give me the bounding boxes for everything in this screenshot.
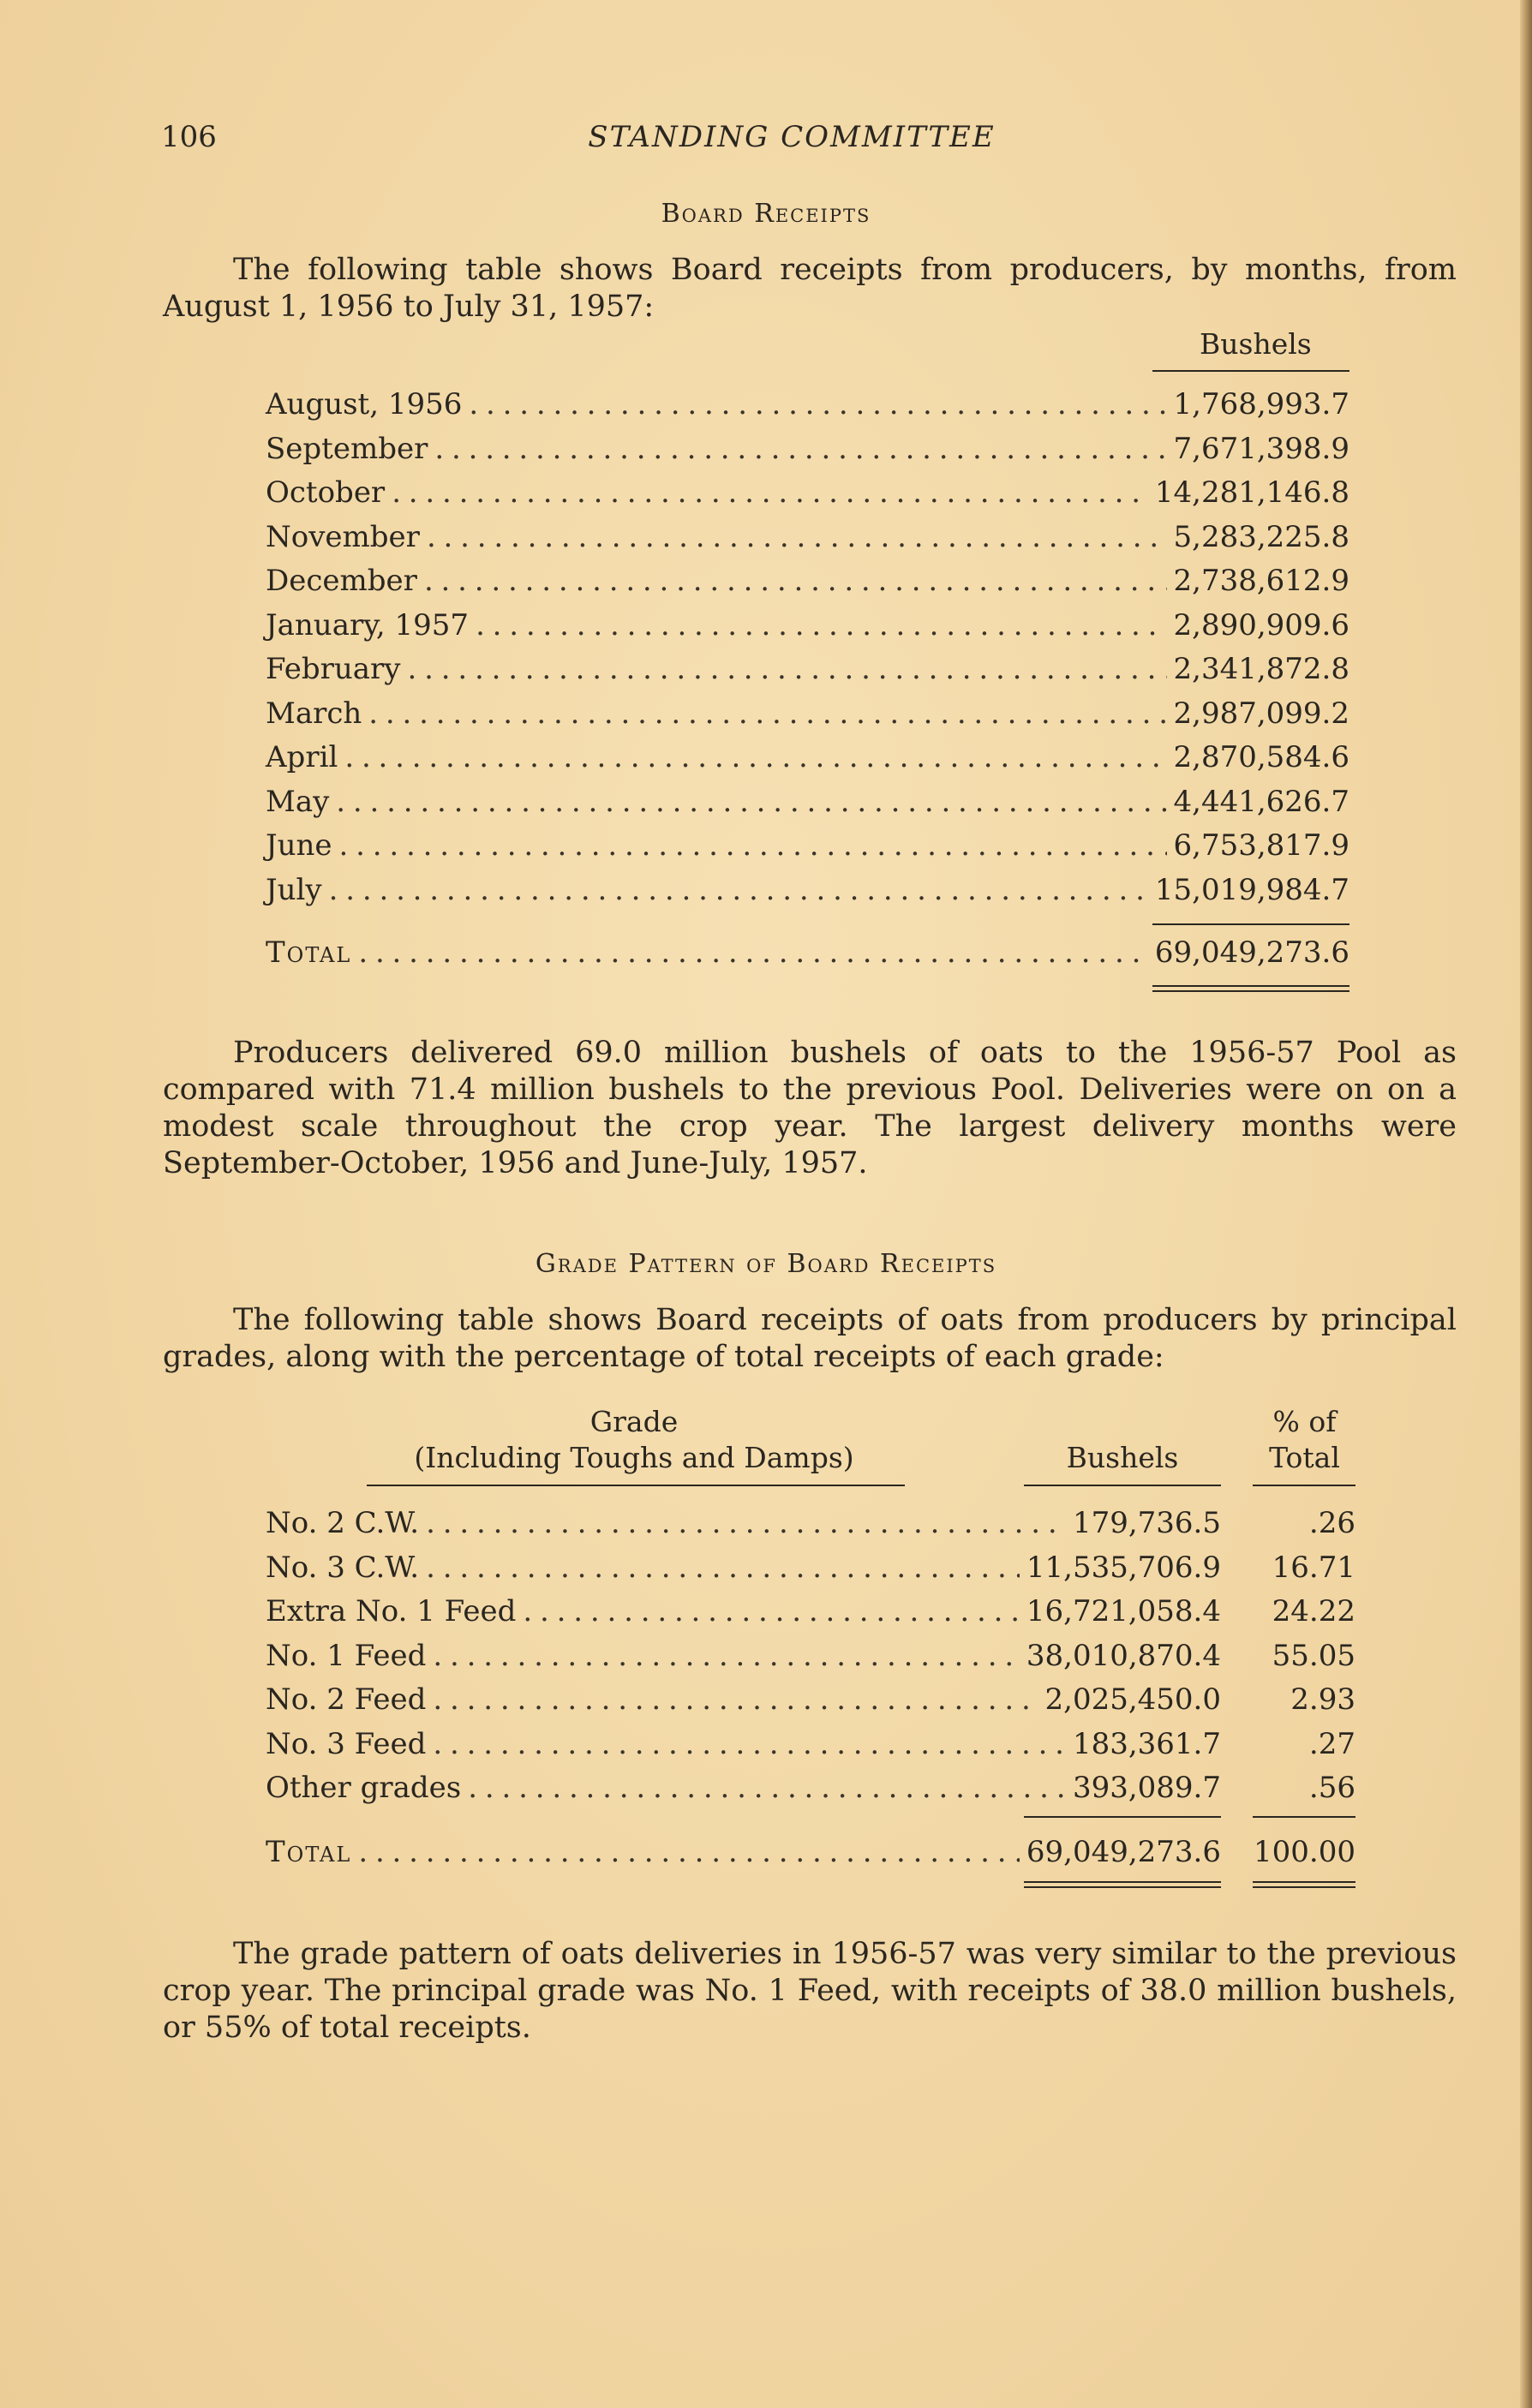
month-bushels: 2,738,612.9 xyxy=(1173,564,1349,598)
month-label: June xyxy=(266,828,332,863)
bushels-column-header-2: Bushels xyxy=(1066,1441,1179,1474)
grade-total-pct: 100.00 xyxy=(1254,1835,1355,1869)
month-bushels: 6,753,817.9 xyxy=(1173,828,1349,863)
section-title-grade-pattern: Grade Pattern of Board Receipts xyxy=(535,1249,997,1279)
grade-label: No. 3 Feed xyxy=(266,1726,427,1761)
total-value: 69,049,273.6 xyxy=(1154,935,1349,970)
leader-dots xyxy=(433,1639,1019,1673)
leader-dots xyxy=(433,1727,1066,1761)
leader-dots xyxy=(523,1594,1019,1628)
leader-dots xyxy=(408,652,1167,686)
page-edge xyxy=(1520,0,1532,2408)
grade-row xyxy=(266,1594,1221,1637)
leader-dots xyxy=(434,432,1166,466)
grade-bushels: 38,010,870.4 xyxy=(1026,1638,1221,1673)
header-rule xyxy=(1152,370,1349,372)
monthly-row xyxy=(266,785,1349,828)
month-label: May xyxy=(266,784,330,819)
grade-total-double-rule-pct xyxy=(1253,1881,1355,1888)
grade-pct: 2.93 xyxy=(1290,1682,1355,1717)
month-bushels: 15,019,984.7 xyxy=(1154,872,1349,907)
grade-total-double-rule-bushels xyxy=(1024,1881,1221,1888)
grade-pct: 16.71 xyxy=(1272,1550,1355,1585)
grade-bushels: 11,535,706.9 xyxy=(1026,1550,1221,1585)
grade-total-bushels: 69,049,273.6 xyxy=(1026,1835,1221,1869)
monthly-row xyxy=(266,387,1349,430)
grade-column-header-line1: Grade xyxy=(589,1405,679,1438)
leader-dots xyxy=(427,520,1167,554)
pct-column-header-line1: % of xyxy=(1272,1405,1337,1438)
monthly-row xyxy=(266,432,1349,475)
grade-subtotal-rule-bushels xyxy=(1024,1816,1221,1818)
pct-column-header-line2: Total xyxy=(1269,1441,1340,1474)
month-label: November xyxy=(266,519,420,554)
monthly-total-row xyxy=(266,935,1349,978)
month-bushels: 4,441,626.7 xyxy=(1173,784,1349,819)
grade-pct: .27 xyxy=(1308,1726,1355,1761)
grade-row xyxy=(266,1682,1221,1725)
board-receipts-intro: The following table shows Board receipts from producers, by months, from August 1, 1956 to July 31, 1957: xyxy=(163,253,1457,324)
leader-dots xyxy=(392,475,1148,510)
section-title-board-receipts: Board Receipts xyxy=(661,199,871,229)
grade-label: Other grades xyxy=(266,1771,462,1805)
grade-subtotal-rule-pct xyxy=(1253,1816,1355,1818)
grade-row xyxy=(266,1727,1221,1770)
grade-label: Extra No. 1 Feed xyxy=(266,1594,517,1628)
month-bushels: 1,768,993.7 xyxy=(1173,387,1349,421)
month-bushels: 5,283,225.8 xyxy=(1173,519,1349,554)
leader-dots xyxy=(469,387,1166,421)
monthly-row xyxy=(266,520,1349,563)
grade-bushels: 2,025,450.0 xyxy=(1044,1682,1221,1717)
grade-bushels: 16,721,058.4 xyxy=(1026,1594,1221,1628)
grade-row xyxy=(266,1506,1221,1549)
bushels-header-rule xyxy=(1024,1485,1221,1486)
month-label: April xyxy=(266,740,338,774)
grade-pct: .26 xyxy=(1308,1506,1355,1540)
grade-bushels: 393,089.7 xyxy=(1072,1771,1221,1805)
grade-label: No. 2 C.W. xyxy=(266,1506,420,1540)
grade-pattern-intro: The following table shows Board receipts of oats from producers by principal grades, along with the percentage of total receipts of each grade: xyxy=(163,1303,1457,1374)
leader-dots xyxy=(329,873,1148,907)
leader-dots xyxy=(426,1551,1020,1585)
leader-dots xyxy=(426,1506,1066,1540)
grade-total-label: Total xyxy=(266,1835,352,1869)
month-bushels: 2,870,584.6 xyxy=(1173,740,1349,774)
leader-dots xyxy=(339,828,1167,863)
month-bushels: 2,987,099.2 xyxy=(1173,696,1349,731)
monthly-row xyxy=(266,740,1349,783)
month-bushels: 7,671,398.9 xyxy=(1173,431,1349,466)
grade-total-row xyxy=(266,1835,1221,1878)
total-label: Total xyxy=(266,935,352,970)
leader-dots xyxy=(433,1682,1038,1717)
grade-pct: 55.05 xyxy=(1272,1638,1355,1673)
running-head: STANDING COMMITTEE xyxy=(588,120,996,154)
month-label: September xyxy=(266,431,428,466)
monthly-row xyxy=(266,873,1349,916)
pct-header-rule xyxy=(1253,1485,1355,1486)
grade-label: No. 2 Feed xyxy=(266,1682,427,1717)
leader-dots xyxy=(476,608,1166,642)
grade-column-header-line2: (Including Toughs and Damps) xyxy=(414,1441,854,1474)
month-label: July xyxy=(266,872,322,907)
bushels-column-header: Bushels xyxy=(1200,327,1312,361)
grade-label: No. 1 Feed xyxy=(266,1638,427,1673)
grade-row xyxy=(266,1551,1221,1593)
grade-bushels: 183,361.7 xyxy=(1072,1726,1221,1761)
leader-dots xyxy=(424,564,1167,598)
grade-label: No. 3 C.W. xyxy=(266,1550,420,1585)
month-bushels: 2,341,872.8 xyxy=(1173,652,1349,686)
leader-dots xyxy=(368,696,1166,731)
board-receipts-commentary: Producers delivered 69.0 million bushels of oats to the 1956-57 Pool as compared with 71.4 million bushels to the previous Pool. Deliveries were on on a modest scale throughout the crop year. The largest delivery months were September-October, 1956 and June-July, 1957. xyxy=(163,1036,1457,1180)
leader-dots xyxy=(358,935,1148,970)
monthly-row xyxy=(266,564,1349,606)
monthly-row xyxy=(266,652,1349,695)
month-label: January, 1957 xyxy=(266,607,470,642)
leader-dots xyxy=(336,785,1166,819)
month-bushels: 14,281,146.8 xyxy=(1154,475,1349,510)
month-label: August, 1956 xyxy=(266,387,463,421)
monthly-row xyxy=(266,608,1349,651)
month-label: March xyxy=(266,696,362,731)
subtotal-rule xyxy=(1152,923,1349,925)
grade-row xyxy=(266,1639,1221,1682)
grade-row xyxy=(266,1771,1221,1813)
month-bushels: 2,890,909.6 xyxy=(1173,607,1349,642)
page-number: 106 xyxy=(161,120,217,154)
monthly-row xyxy=(266,828,1349,871)
grade-bushels: 179,736.5 xyxy=(1072,1506,1221,1540)
grade-pct: 24.22 xyxy=(1272,1594,1355,1628)
leader-dots xyxy=(358,1835,1020,1869)
leader-dots xyxy=(468,1771,1066,1805)
monthly-row xyxy=(266,475,1349,518)
grade-header-rule xyxy=(367,1485,905,1486)
leader-dots xyxy=(344,740,1166,774)
monthly-row xyxy=(266,696,1349,739)
month-label: February xyxy=(266,652,401,686)
total-double-rule xyxy=(1152,985,1349,992)
grade-pattern-commentary: The grade pattern of oats deliveries in 1956-57 was very similar to the previous crop year. The principal grade was No. 1 Feed, with receipts of 38.0 million bushels, or 55% of total receipts. xyxy=(163,1937,1457,2045)
grade-pct: .56 xyxy=(1308,1771,1355,1805)
month-label: December xyxy=(266,564,417,598)
month-label: October xyxy=(266,475,386,510)
